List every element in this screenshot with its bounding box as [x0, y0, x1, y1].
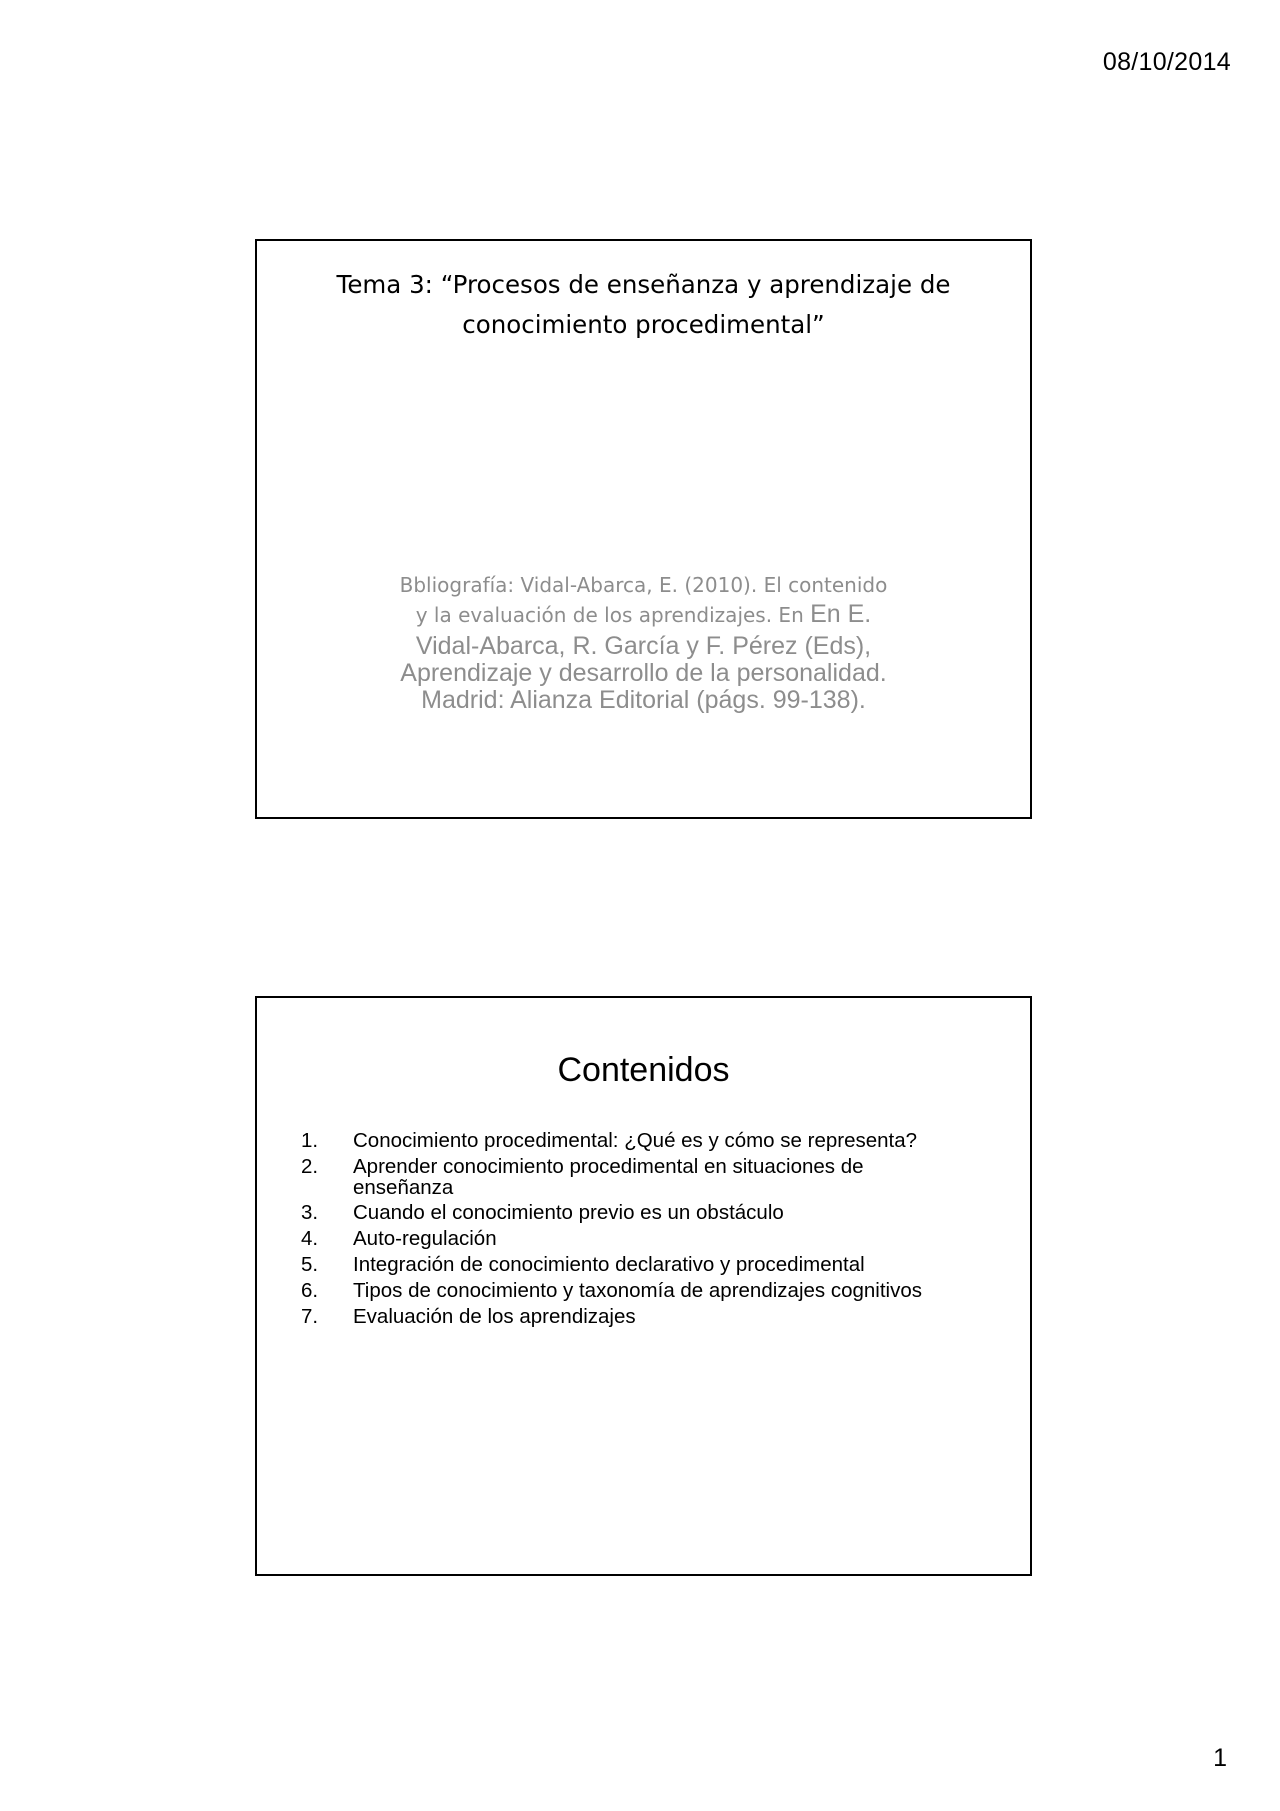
- bibliography-line-5: Madrid: Alianza Editorial (págs. 99-138).: [421, 686, 866, 714]
- contents-item: [301, 1254, 1001, 1276]
- contents-item-text: Evaluación de los aprendizajes: [353, 1305, 636, 1328]
- bibliography-line-4: Aprendizaje y desarrollo de la personalidad.: [400, 659, 887, 687]
- bibliography-line-1: Bbliografía: Vidal-Abarca, E. (2010). El contenido: [399, 573, 888, 597]
- bibliography-line-2-big: En E.: [810, 600, 872, 628]
- bibliography-line-2: [257, 599, 1030, 633]
- contents-item: [301, 1306, 1001, 1328]
- bibliography-line-2-small: y la evaluación de los aprendizajes. En: [415, 603, 811, 627]
- header-date: 08/10/2014: [1102, 48, 1231, 76]
- contents-item-number: 2.: [301, 1155, 319, 1178]
- contents-item-number: 7.: [301, 1305, 319, 1328]
- slide-2-title: Contenidos: [557, 1051, 730, 1089]
- page-number: 1: [1213, 1744, 1227, 1772]
- contents-item: [301, 1280, 1001, 1302]
- bibliography-line-3: Vidal-Abarca, R. García y F. Pérez (Eds),: [415, 632, 872, 660]
- contents-item-text: Cuando el conocimiento previo es un obstáculo: [353, 1201, 784, 1224]
- slide-title: [255, 239, 1032, 819]
- slide-1-title: [257, 265, 1030, 345]
- contents-item: [301, 1202, 1001, 1224]
- contents-item-text: Conocimiento procedimental: ¿Qué es y cómo se representa?: [353, 1129, 918, 1152]
- contents-item-number: 5.: [301, 1253, 319, 1276]
- bibliography: [257, 572, 1030, 714]
- contents-item-text: Aprender conocimiento procedimental en situaciones de enseñanza: [353, 1155, 864, 1199]
- contents-item-text: Auto-regulación: [353, 1227, 497, 1250]
- contents-item-number: 4.: [301, 1227, 319, 1250]
- slide-1-title-line-1: Tema 3: “Procesos de enseñanza y aprendizaje de: [336, 270, 951, 299]
- contents-item: [301, 1228, 1001, 1250]
- contents-item-number: 6.: [301, 1279, 319, 1302]
- contents-item: [301, 1156, 1001, 1198]
- slide-1-title-line-2: conocimiento procedimental”: [462, 310, 825, 339]
- contents-item-number: 3.: [301, 1201, 319, 1224]
- contents-list: [301, 1130, 1001, 1332]
- contents-item-text: Tipos de conocimiento y taxonomía de aprendizajes cognitivos: [353, 1279, 923, 1302]
- contents-item-number: 1.: [301, 1129, 319, 1152]
- contents-item: [301, 1130, 1001, 1152]
- slide-contents: [255, 996, 1032, 1576]
- contents-item-text: Integración de conocimiento declarativo y procedimental: [353, 1253, 865, 1276]
